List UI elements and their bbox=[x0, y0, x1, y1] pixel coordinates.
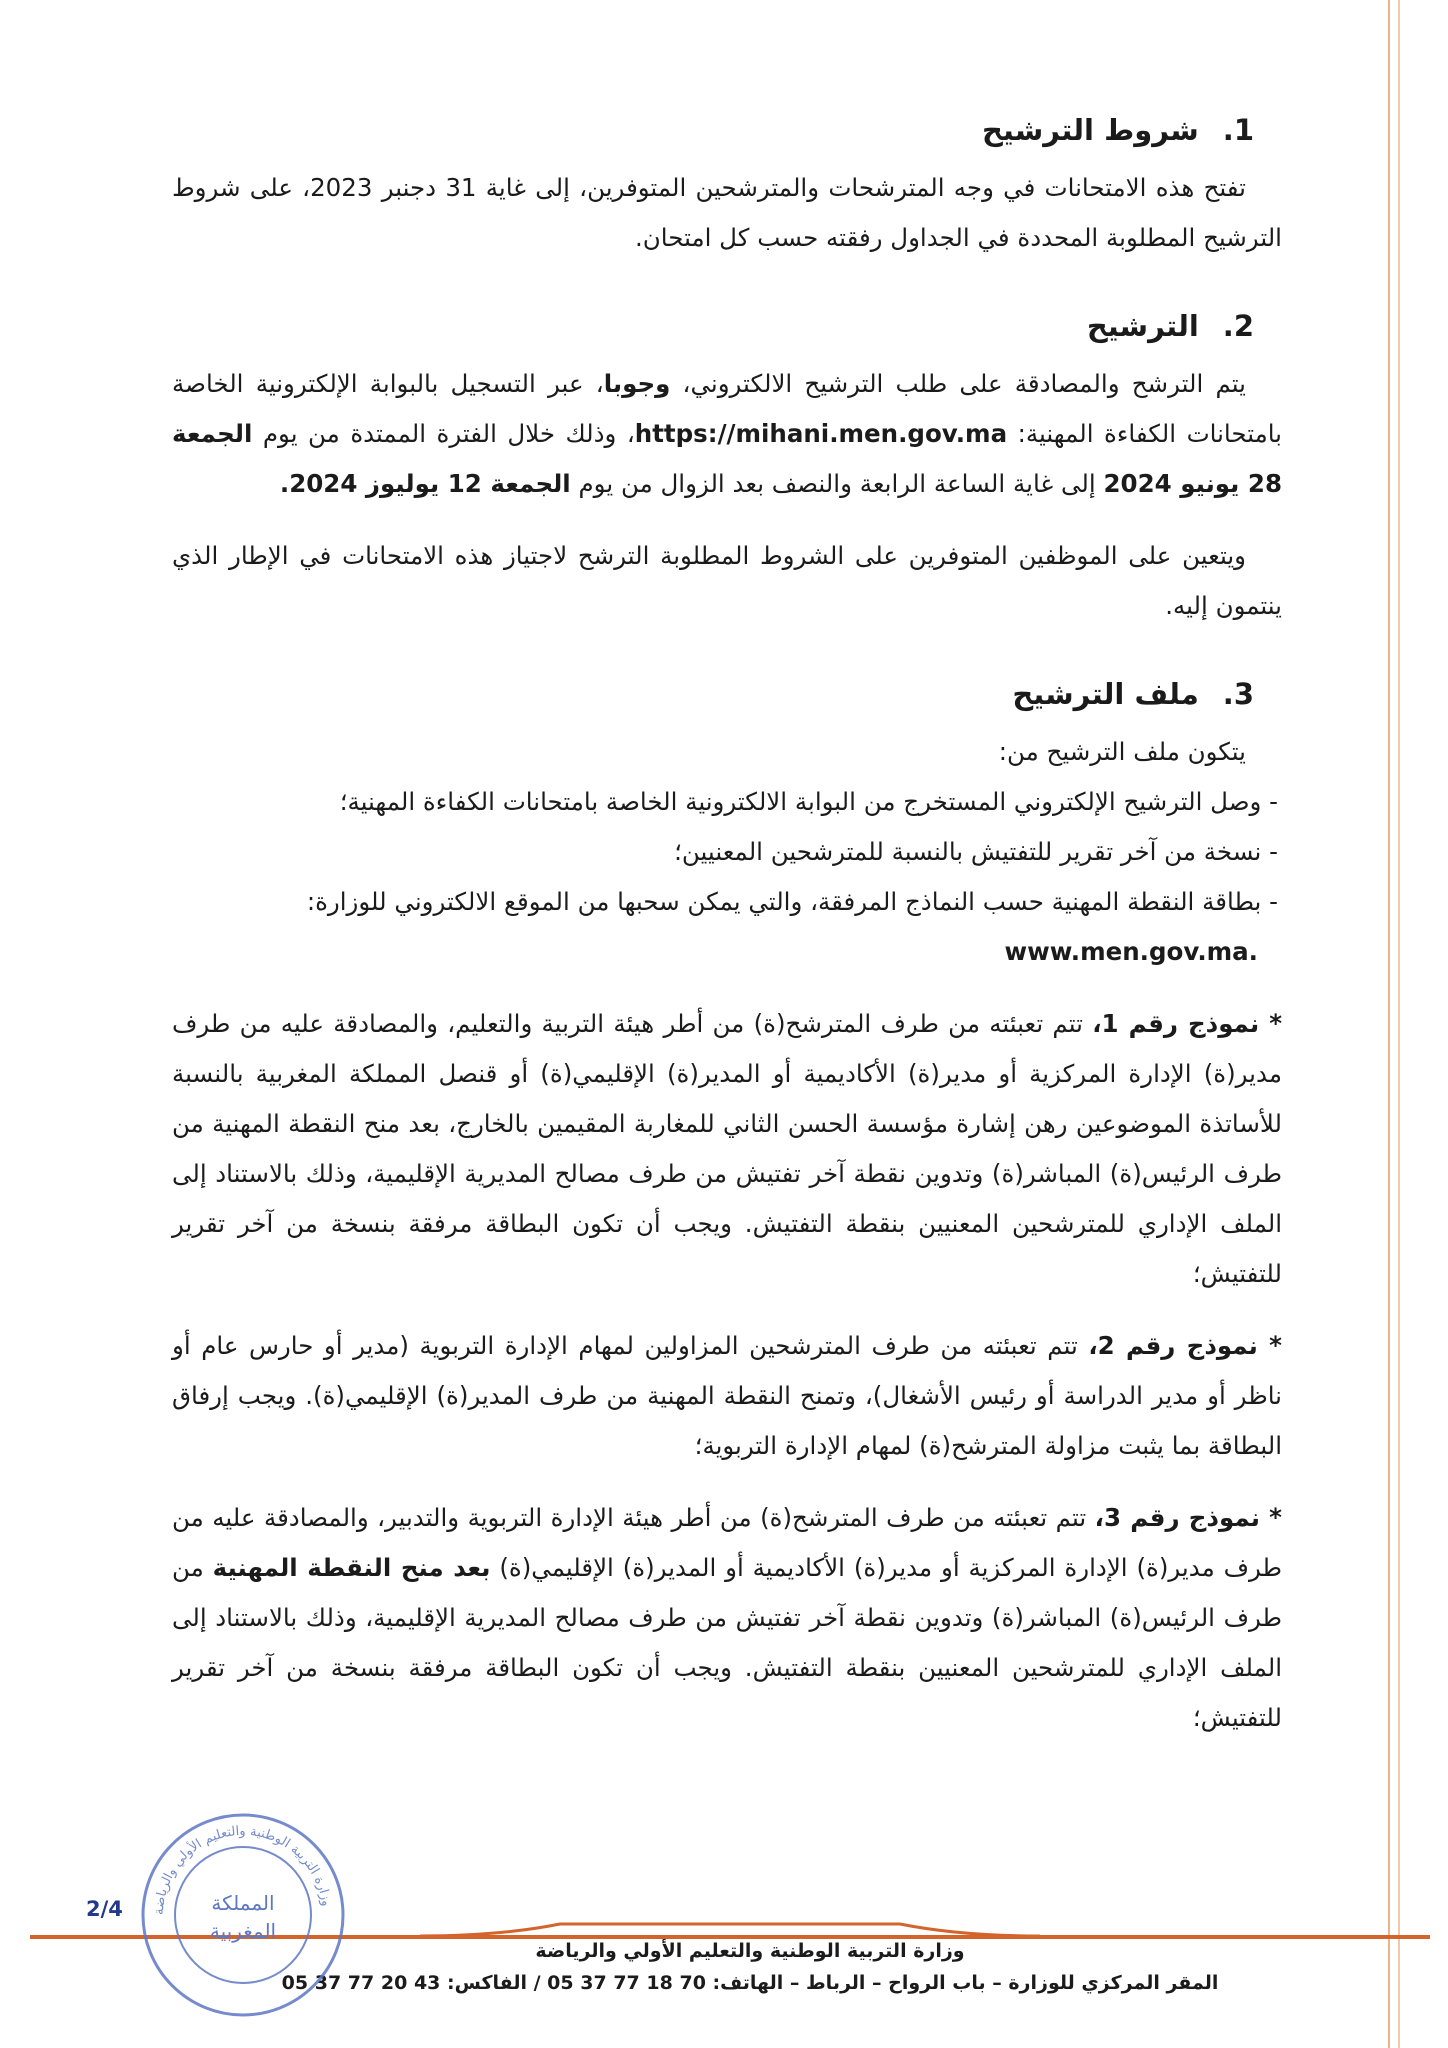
section-1-title bbox=[172, 105, 1254, 155]
text-run: ، وذلك خلال الفترة الممتدة من يوم bbox=[252, 419, 635, 448]
bold-text: بعد منح النقطة المهنية bbox=[212, 1553, 491, 1582]
stamp-center-text: المملكة bbox=[211, 1891, 275, 1915]
bold-text: وجوبا bbox=[603, 369, 671, 398]
model-label: * نموذج رقم 1، bbox=[1092, 1009, 1283, 1038]
file-item: - وصل الترشيح الإلكتروني المستخرج من البوابة الالكترونية الخاصة بامتحانات الكفاءة المهنية؛ bbox=[339, 787, 1278, 816]
text-run: يتم الترشح والمصادقة على طلب الترشيح الالكتروني، bbox=[670, 369, 1246, 398]
footer-ministry: وزارة التربية الوطنية والتعليم الأولي والرياضة bbox=[535, 1940, 965, 1962]
page-edge-line bbox=[1388, 0, 1390, 2048]
model-label: * نموذج رقم 3، bbox=[1094, 1503, 1282, 1532]
ministry-website-link[interactable]: www.men.gov.ma. bbox=[1004, 937, 1258, 966]
footer-address: المقر المركزي للوزارة – باب الرواح – الرباط – الهاتف: 70 18 77 37 05 / الفاكس: 43 20 77 37 05 bbox=[281, 1972, 1219, 1994]
model-text: من طرف الرئيس(ة) المباشر(ة) وتدوين نقطة آخر تفتيش من طرف مصالح المديرية الإقليمية، وذلك بالاستناد إلى الملف الإداري للمترشحين المعنيين بنقطة التفتيش. ويجب أن تكون البطاقة مرفقة بنسخة من آخر تقرير للتفتيش؛ bbox=[172, 1553, 1282, 1732]
text-run: إلى غاية الساعة الرابعة والنصف بعد الزوال من يوم bbox=[570, 469, 1104, 498]
section-1-paragraph: تفتح هذه الامتحانات في وجه المترشحات والمترشحين المتوفرين، إلى غاية 31 دجنبر 2023، على شروط الترشيح المطلوبة المحددة في الجداول رفقته حسب كل امتحان. bbox=[172, 173, 1282, 252]
text-run: ، عبر التسجيل بالبوابة الإلكترونية الخاصة بامتحانات الكفاءة المهنية: bbox=[172, 369, 1282, 448]
section-title-text: الترشيح bbox=[1086, 309, 1199, 343]
model-3-paragraph bbox=[172, 1493, 1282, 1743]
file-item: - بطاقة النقطة المهنية حسب النماذج المرفقة، والتي يمكن سحبها من الموقع الالكتروني للوزارة: bbox=[306, 887, 1278, 916]
section-number: 1. bbox=[1222, 113, 1254, 147]
stamp-ring-text: وزارة التربية الوطنية والتعليم الأولي والرياضة bbox=[151, 1823, 334, 1916]
section-2-title bbox=[172, 301, 1254, 351]
model-text: تتم تعبئته من طرف المترشحين المزاولين لمهام الإدارة التربوية (مدير أو حارس عام أو ناظر أو مدير الدراسة أو رئيس الأشغال)، وتمنح النقطة المهنية من طرف المدير(ة) الإقليمي(ة). ويجب إرفاق البطاقة بما يثبت مزاولة المترشح(ة) لمهام الإدارة التربوية؛ bbox=[172, 1331, 1282, 1460]
document-body bbox=[172, 105, 1282, 1743]
page-edge-line bbox=[1398, 0, 1400, 2048]
portal-link[interactable]: https://mihani.men.gov.ma bbox=[634, 419, 1008, 448]
official-stamp-icon bbox=[140, 1812, 346, 2018]
model-1-paragraph bbox=[172, 999, 1282, 1299]
section-number: 3. bbox=[1222, 677, 1254, 711]
date-end: الجمعة 12 يوليوز 2024. bbox=[279, 469, 571, 498]
section-title-text: شروط الترشيح bbox=[982, 113, 1199, 147]
model-2-paragraph bbox=[172, 1321, 1282, 1471]
model-label: * نموذج رقم 2، bbox=[1088, 1331, 1282, 1360]
model-text: تتم تعبئته من طرف المترشح(ة) من أطر هيئة الإدارة التربوية والتدبير، والمصادقة عليه من طرف مدير(ة) الإدارة المركزية أو مدير(ة) الأكاديمية أو المدير(ة) الإقليمي(ة) bbox=[172, 1503, 1283, 1582]
section-title-text: ملف الترشيح bbox=[1012, 677, 1199, 711]
file-intro: يتكون ملف الترشيح من: bbox=[998, 737, 1246, 766]
section-2-paragraph-2: ويتعين على الموظفين المتوفرين على الشروط المطلوبة الترشح لاجتياز هذه الامتحانات في الإطار الذي ينتمون إليه. bbox=[172, 541, 1282, 620]
model-text: تتم تعبئته من طرف المترشح(ة) من أطر هيئة التربية والتعليم، والمصادقة عليه من طرف مدير(ة) الإدارة المركزية أو مدير(ة) الأكاديمية أو المدير(ة) الإقليمي(ة) أو قنصل المملكة المغربية بالنسبة للأساتذة الموضوعين رهن إشارة مؤسسة الحسن الثاني للمغاربة المقيمين بالخارج، بعد منح النقطة المهنية من طرف الرئيس(ة) المباشر(ة) وتدوين نقطة آخر تفتيش من طرف مصالح المديرية الإقليمية، وذلك بالاستناد إلى الملف الإداري للمترشحين المعنيين بنقطة التفتيش. ويجب أن تكون البطاقة مرفقة بنسخة من آخر تقرير للتفتيش؛ bbox=[172, 1009, 1282, 1288]
page-number: 2/4 bbox=[86, 1897, 123, 1921]
section-3-title bbox=[172, 669, 1254, 719]
stamp-center-text: المغربية bbox=[209, 1919, 277, 1943]
file-item: - نسخة من آخر تقرير للتفتيش بالنسبة للمترشحين المعنيين؛ bbox=[674, 837, 1278, 866]
section-number: 2. bbox=[1222, 309, 1254, 343]
section-2-paragraph bbox=[172, 359, 1282, 509]
date-start: الجمعة 28 يونيو 2024 bbox=[172, 419, 1282, 498]
